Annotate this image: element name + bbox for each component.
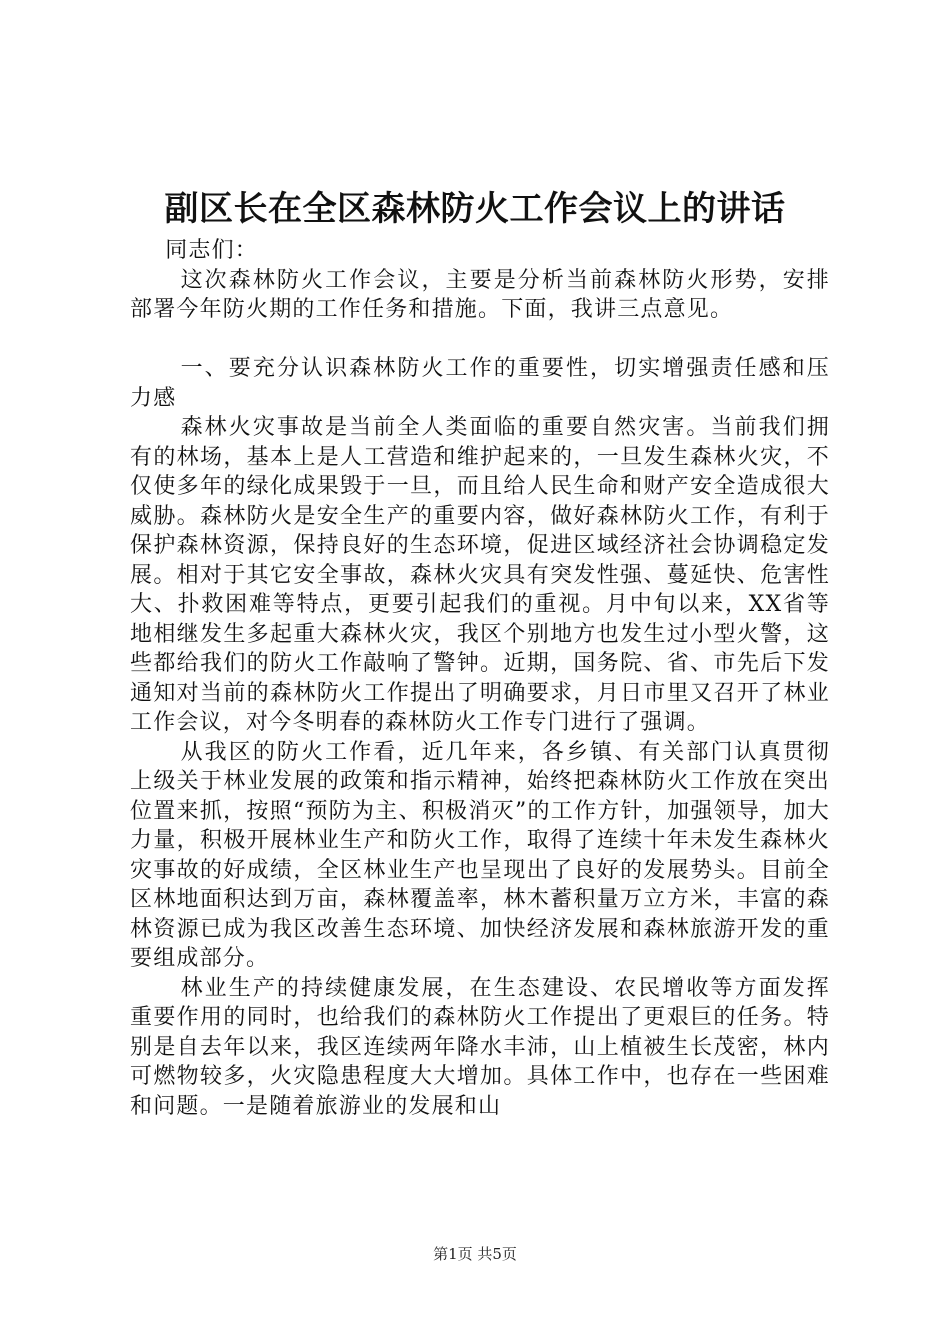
document-title: 副区长在全区森林防火工作会议上的讲话: [164, 189, 786, 229]
paragraph-body: 森林火灾事故是当前全人类面临的重要自然灾害。当前我们拥有的林场，基本上是人工营造和维护起来的，一旦发生森林火灾，不仅使多年的绿化成果毁于一旦，而且给人民生命和财产安全造成很大威胁。森林防火是安全生产的重要内容，做好森林防火工作，有利于保护森林资源，保持良好的生态环境，促进区域经济社会协调稳定发展。相对于其它安全事故，森林火灾具有突发性强、蔓延快、危害性大、扑救困难等特点，更要引起我们的重视。月中旬以来，XX省等地相继发生多起重大森林火灾，我区个别地方也发生过小型火警，这些都给我们的防火工作敲响了警钟。近期，国务院、省、市先后下发通知对当前的森林防火工作提出了明确要求，月日市里又召开了林业工作会议，对今冬明春的森林防火工作专门进行了强调。: [130, 415, 830, 735]
section-heading-1: 一、要充分认识森林防火工作的重要性，切实增强责任感和压力感: [130, 356, 830, 411]
document-body: [130, 236, 830, 1121]
paragraph-intro: 这次森林防火工作会议，主要是分析当前森林防火形势，安排部署今年防火期的工作任务和措施。下面，我讲三点意见。: [130, 267, 830, 322]
paragraph-body: 从我区的防火工作看，近几年来，各乡镇、有关部门认真贯彻上级关于林业发展的政策和指示精神，始终把森林防火工作放在突出位置来抓，按照“预防为主、积极消灭”的工作方针，加强领导，加大力量，积极开展林业生产和防火工作，取得了连续十年未发生森林火灾事故的好成绩，全区林业生产也呈现出了良好的发展势头。目前全区林地面积达到万亩，森林覆盖率，林木蓄积量万立方米，丰富的森林资源已成为我区改善生态环境、加快经济发展和森林旅游开发的重要组成部分。: [130, 739, 830, 971]
paragraph-body: 林业生产的持续健康发展，在生态建设、农民增收等方面发挥重要作用的同时，也给我们的森林防火工作提出了更艰巨的任务。特别是自去年以来，我区连续两年降水丰沛，山上植被生长茂密，林内可燃物较多，火灾隐患程度大大增加。具体工作中，也存在一些困难和问题。一是随着旅游业的发展和山: [130, 975, 830, 1119]
paragraph-spacer: [130, 325, 830, 355]
salutation: 同志们：: [165, 238, 258, 263]
page-number: 第1页 共5页: [433, 1245, 517, 1263]
